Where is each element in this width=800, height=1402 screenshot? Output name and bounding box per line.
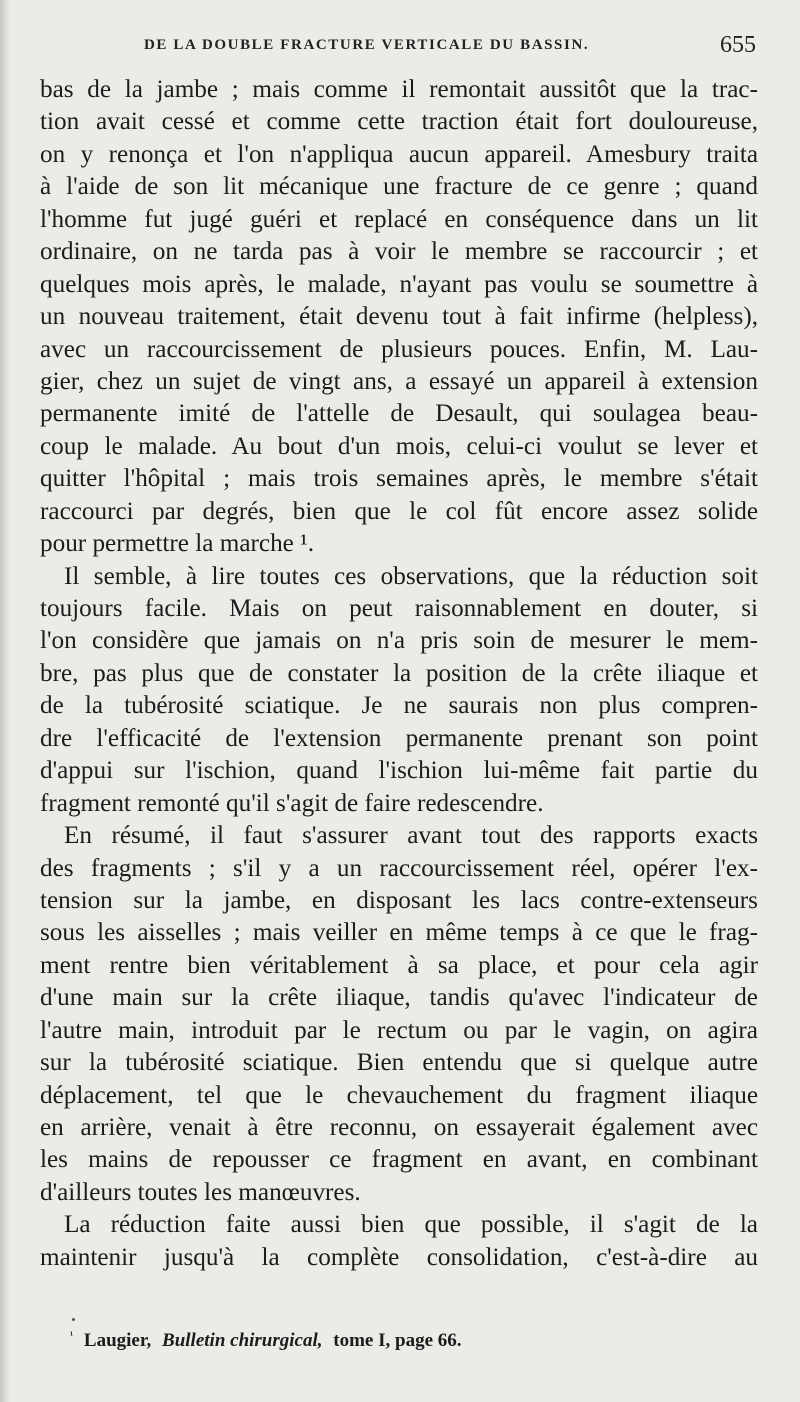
text-line: des fragments ; s'il y a un raccourcissement réel, opérer l'ex- — [40, 854, 758, 882]
text-line: déplacement, tel que le chevauchement du fragment iliaque — [40, 1081, 758, 1109]
text-line: Il semble, à lire toutes ces observations, que la réduction soit — [64, 562, 758, 590]
text-line: d'ailleurs toutes les manœuvres. — [40, 1178, 361, 1206]
text-line: tension sur la jambe, en disposant les lacs contre-extenseurs — [40, 886, 758, 914]
body-text — [40, 74, 758, 1274]
text-line: en arrière, venait à être reconnu, on essayerait également avec — [40, 1114, 758, 1141]
text-line: pour permettre la marche ¹. — [40, 530, 314, 558]
footnote-reference: tome I, page 66. — [333, 1330, 462, 1351]
text-line: d'appui sur l'ischion, quand l'ischion lui-même fait partie du — [40, 757, 758, 785]
footnote-separator-dot — [72, 1318, 75, 1321]
text-line: toujours facile. Mais on peut raisonnablement en douter, si — [40, 595, 758, 622]
text-line: ment rentre bien véritablement à sa place, et pour cela agir — [40, 951, 758, 979]
running-title: DE LA DOUBLE FRACTURE VERTICALE DU BASSIN. — [144, 37, 590, 53]
paragraph — [40, 561, 758, 821]
text-line: permanente imité de l'attelle de Desault, qui soulagea beau- — [40, 400, 758, 428]
page-number: 655 — [720, 32, 756, 58]
page-edge-shadow — [0, 0, 10, 1402]
text-line: quitter l'hôpital ; mais trois semaines après, le membre s'était — [40, 465, 758, 493]
running-head — [40, 34, 760, 64]
text-line: à l'aide de son lit mécanique une fracture de ce genre ; quand — [40, 173, 758, 201]
paragraph — [40, 1209, 758, 1274]
footnote-marker: ¹ — [70, 1330, 74, 1342]
text-line: l'autre main, introduit par le rectum ou par le vagin, on agira — [40, 1016, 758, 1044]
text-line: coup le malade. Au bout d'un mois, celui-ci voulut se lever et — [40, 432, 758, 460]
text-line: d'une main sur la crête iliaque, tandis qu'avec l'indicateur de — [40, 984, 758, 1012]
text-line: l'on considère que jamais on n'a pris soin de mesurer le mem- — [40, 627, 758, 655]
text-line: un nouveau traitement, était devenu tout à fait infirme (helpless), — [40, 303, 758, 331]
footnote — [70, 1330, 462, 1352]
footnote-author: Laugier, — [83, 1330, 152, 1351]
text-line: En résumé, il faut s'assurer avant tout des rapports exacts — [64, 822, 758, 850]
text-line: ordinaire, on ne tarda pas à voir le membre se raccourcir ; et — [40, 238, 758, 266]
text-line: quelques mois après, le malade, n'ayant pas voulu se soumettre à — [40, 270, 758, 298]
text-line: avec un raccourcissement de plusieurs pouces. Enfin, M. Lau- — [40, 335, 758, 363]
footnote-journal: Bulletin chirurgical, — [162, 1330, 323, 1351]
text-line: dre l'efficacité de l'extension permanente prenant son point — [40, 724, 758, 752]
text-line: on y renonça et l'on n'appliqua aucun appareil. Amesbury traita — [40, 140, 758, 168]
text-line: maintenir jusqu'à la complète consolidation, c'est-à-dire au — [40, 1243, 758, 1271]
text-line: bre, pas plus que de constater la position de la crête iliaque et — [40, 659, 758, 687]
text-line: tion avait cessé et comme cette traction était fort douloureuse, — [40, 108, 758, 136]
text-line: raccourci par degrés, bien que le col fût encore assez solide — [40, 497, 758, 525]
text-line: de la tubérosité sciatique. Je ne saurais non plus compren- — [40, 692, 758, 720]
text-line: gier, chez un sujet de vingt ans, a essayé un appareil à extension — [40, 367, 758, 395]
text-line: les mains de repousser ce fragment en avant, en combinant — [40, 1146, 758, 1174]
text-line: La réduction faite aussi bien que possible, il s'agit de la — [64, 1211, 758, 1239]
text-line: sous les aisselles ; mais veiller en même temps à ce que le frag- — [40, 919, 758, 947]
paragraph — [40, 74, 758, 561]
text-line: bas de la jambe ; mais comme il remontait aussitôt que la trac- — [40, 76, 758, 103]
paragraph — [40, 820, 758, 1209]
text-line: sur la tubérosité sciatique. Bien entendu que si quelque autre — [40, 1049, 758, 1077]
text-line: fragment remonté qu'il s'agit de faire redescendre. — [40, 789, 544, 817]
text-line: l'homme fut jugé guéri et replacé en conséquence dans un lit — [40, 205, 758, 233]
